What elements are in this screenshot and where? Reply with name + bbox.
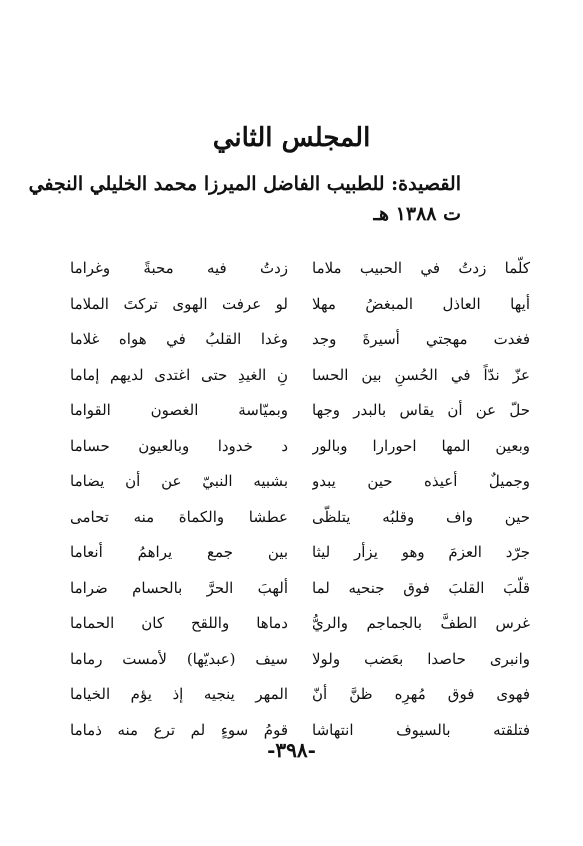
- verse-second-hemistich: المهر ينجيه إذ يؤم الخياما: [70, 685, 288, 703]
- poem-verse: [70, 360, 530, 396]
- verse-first-hemistich: أيها العاذل المبغضُ مهلا: [312, 294, 530, 313]
- poem-verse: [70, 537, 530, 573]
- verse-second-hemistich: وغدا القلبُ في هواه غلاما: [70, 330, 288, 348]
- page-number: -٣٩٨-: [267, 738, 316, 762]
- poem-verse: [70, 608, 530, 644]
- verse-first-hemistich: قلّبَ القلبَ فوق جنحيه لما: [312, 578, 530, 597]
- poem-verse: [70, 253, 530, 289]
- verse-first-hemistich: وجميلٌ أعيذه حين يبدو: [312, 472, 530, 490]
- verse-second-hemistich: عطشا والكماة منه تحامى: [70, 507, 288, 526]
- verse-second-hemistich: دماها واللقح كان الحماما: [70, 614, 288, 632]
- verse-first-hemistich: وانبرى حاصدا بعَضب ولولا: [312, 649, 530, 668]
- verse-first-hemistich: حلّ عن أن يقاس بالبدر وجها: [312, 401, 530, 419]
- poem-verse: [70, 466, 530, 502]
- death-date: ت ١٣٨٨ هـ: [373, 203, 461, 225]
- poem: [70, 253, 530, 750]
- verse-first-hemistich: حين واف وقلبُه يتلظّى: [312, 507, 530, 526]
- verse-second-hemistich: قومُ سوءٍ لم ترع منه ذماما: [70, 720, 288, 739]
- verse-second-hemistich: بين جمع يراهمُ أنعاما: [70, 543, 288, 561]
- poem-verse: [70, 395, 530, 431]
- poem-verse: [70, 324, 530, 360]
- verse-second-hemistich: بشبيه النبيّ عن أن يضاما: [70, 472, 288, 490]
- poem-heading: القصيدة: للطبيب الفاضل الميرزا محمد الخليلي النجفي: [28, 173, 461, 195]
- verse-first-hemistich: فهوى فوق مُهرِه ظنَّ أنّ: [312, 685, 530, 703]
- poem-verse: [70, 431, 530, 467]
- poem-verse: [70, 679, 530, 715]
- verse-first-hemistich: فتلقته بالسيوف انتهاشا: [312, 720, 530, 739]
- verse-second-hemistich: نِ الغيدِ حتى اغتدى لديهم إماما: [70, 365, 288, 384]
- verse-second-hemistich: د خدودا وبالعيون حساما: [70, 436, 288, 455]
- verse-second-hemistich: سيف (عبديّها) لأمست رماما: [70, 649, 288, 668]
- verse-second-hemistich: لو عرفت الهوى تركتَ الملاما: [70, 294, 288, 313]
- poem-verse: [70, 502, 530, 538]
- poem-verse: [70, 573, 530, 609]
- verse-first-hemistich: غرس الطفَّ بالجماجم والريُّ: [312, 614, 530, 632]
- verse-first-hemistich: عزّ ندّاً في الحُسنِ بين الحسا: [312, 365, 530, 384]
- verse-second-hemistich: ألهبَ الحرَّ بالحسام ضراما: [70, 578, 288, 597]
- verse-first-hemistich: وبعين المها احورارا وبالور: [312, 436, 530, 455]
- page-title: المجلس الثاني: [212, 123, 371, 153]
- verse-first-hemistich: كلّما زدتُ في الحبيب ملاما: [312, 259, 530, 277]
- verse-second-hemistich: وبميّاسة الغصون القواما: [70, 401, 288, 419]
- poem-verse: [70, 644, 530, 680]
- verse-first-hemistich: جرّد العزمَ وهو يزأر ليثا: [312, 543, 530, 561]
- poem-verse: [70, 289, 530, 325]
- verse-first-hemistich: فغدت مهجتي أسيرةَ وجد: [312, 330, 530, 348]
- verse-second-hemistich: زدتُ فيه محبةً وغراما: [70, 259, 288, 277]
